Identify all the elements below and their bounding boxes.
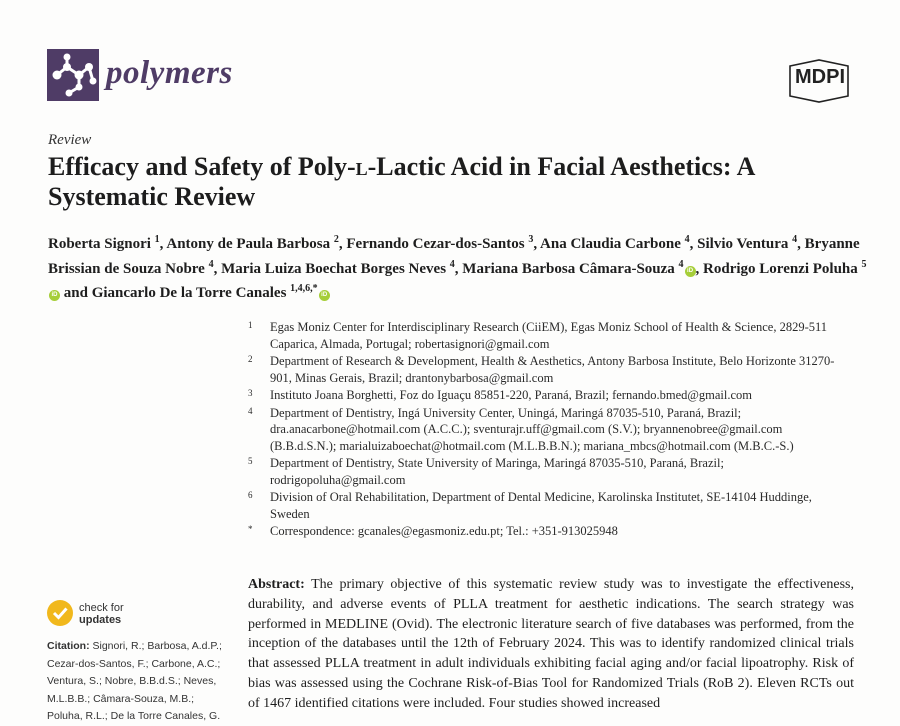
affiliation-number: 6 <box>248 490 253 500</box>
author <box>166 236 342 252</box>
orcid-icon[interactable]: iD <box>319 290 330 301</box>
author-separator: , <box>338 236 343 252</box>
affiliation-text: Instituto Joana Borghetti, Foz do Iguaçu 85851-220, Paraná, Brazil; fernando.bmed@gmail.com <box>270 388 753 402</box>
journal-header <box>0 0 900 120</box>
author-separator: , <box>159 236 164 252</box>
author-separator: , <box>689 236 694 252</box>
affiliation-text: Division of Oral Rehabilitation, Department of Dental Medicine, Karolinska Institutet, SE-14104 Huddinge, Sweden <box>270 490 812 521</box>
affiliation-text: Egas Moniz Center for Interdisciplinary Research (CiiEM), Egas Moniz School of Health & Science, 2829-511 Caparica, Almada, Portugal; robertasignori@gmail.com <box>270 320 828 351</box>
article-type: Review <box>48 132 92 148</box>
check-for-label: check for <box>79 602 124 614</box>
author-name: Giancarlo De la Torre Canales <box>91 285 287 301</box>
affiliation-text: Department of Dentistry, Ingá University Center, Uningá, Maringá 87035-510, Paraná, Brazil; dra.anacarbone@hotmail.com (A.C.C.); sventurajr.uff@gmail.com (S.V.); bryannenobree@gmail.com (B.B.d.S.N.); marialuizaboechat@hotmail.com (M.L.B.B.N.); mariana_mbcs@hotmail.com (M.B.C.-S.) <box>270 405 794 453</box>
affiliation-number: 4 <box>248 405 253 416</box>
check-for-updates-badge[interactable] <box>47 600 157 630</box>
author-affiliation-ref: 5 <box>861 258 867 270</box>
author-list <box>48 230 878 304</box>
citation-block <box>47 638 227 726</box>
affiliation-list <box>248 319 848 541</box>
affiliation-text: Department of Dentistry, State University of Maringa, Maringá 87035-510, Paraná, Brazil; rodrigopoluha@gmail.com <box>270 456 724 487</box>
abstract-text: The primary objective of this systematic review study was to investigate the effectiveness, durability, and adverse events of PLLA treatment for aesthetic indications. The search strategy was performed in MEDLINE (Ovid). The electronic literature search of five databases was performed, from the inception of the databases until the 12th of February 2024. This was to identify randomized clinical trials that assessed PLLA treatment in adult individuals exhibiting facial aging and/or facial lipoatrophy. Risk of bias was assessed using the Cochrane Risk-of-Bias Tool for Randomized Trials (RoB 2). Eleven RCTs out of 1467 identified citations were included. Four studies showed increased <box>248 577 854 711</box>
affiliation-number: 5 <box>248 456 253 466</box>
affiliation-item <box>248 489 848 522</box>
author-separator: , <box>454 260 459 277</box>
citation-text: Signori, R.; Barbosa, A.d.P.; Cezar-dos-Santos, F.; Carbone, A.C.; Ventura, S.; Nobre, B.B.d.S.; Neves, M.L.B.B.; Câmara-Souza, M.B.; Poluha, R.L.; De la Torre Canales, G. <box>47 640 222 722</box>
author <box>92 285 330 301</box>
author-affiliation-ref: 1 <box>154 234 160 245</box>
polymer-molecule-icon <box>47 49 99 101</box>
author-separator: , <box>797 236 801 252</box>
orcid-icon[interactable]: iD <box>49 290 60 301</box>
abstract-label: Abstract: <box>248 577 305 592</box>
orcid-icon[interactable]: iD <box>685 266 696 277</box>
affiliation-item <box>248 319 848 352</box>
affiliation-item <box>248 523 848 540</box>
author-separator: , <box>213 260 218 277</box>
publisher-name: MDPI <box>795 66 845 88</box>
author-name: Fernando Cezar-dos-Santos <box>346 236 525 252</box>
affiliation-text: Department of Research & Development, Health & Aesthetics, Antony Barbosa Institute, Belo Horizonte 31270-901, Minas Gerais, Brazil; drantonybarbosa@gmail.com <box>270 354 835 385</box>
updates-label: updates <box>79 614 122 626</box>
author <box>540 236 693 252</box>
author-name: Bryanne Brissian de Souza Nobre <box>48 236 860 277</box>
affiliation-item <box>248 387 848 404</box>
journal-name: polymers <box>106 55 233 91</box>
author-affiliation-ref: 3 <box>528 234 534 245</box>
affiliation-number: 1 <box>248 320 253 330</box>
affiliation-number: 3 <box>248 388 253 398</box>
author-name: Silvio Ventura <box>697 236 789 252</box>
affiliation-item <box>248 405 848 455</box>
affiliation-number: * <box>248 524 253 534</box>
author-affiliation-ref: 1,4,6,* <box>290 283 318 294</box>
author-separator: and <box>60 285 88 301</box>
abstract <box>248 575 854 714</box>
author-affiliation-ref: 4 <box>678 258 684 270</box>
author-name: Maria Luiza Boechat Borges Neves <box>221 260 447 277</box>
author <box>221 258 459 277</box>
author <box>462 258 700 277</box>
author-affiliation-ref: 4 <box>684 234 690 245</box>
check-mark-icon <box>47 600 73 626</box>
author-name: Antony de Paula Barbosa <box>166 236 331 252</box>
author-affiliation-ref: 4 <box>449 258 455 270</box>
author-separator: , <box>695 260 700 277</box>
author-separator: , <box>533 236 538 252</box>
author-affiliation-ref: 2 <box>333 234 339 245</box>
article-title: Efficacy and Safety of Poly-l-Lactic Acid in Facial Aesthetics: A Systematic Review <box>48 152 754 211</box>
author-affiliation-ref: 4 <box>792 234 798 245</box>
author <box>346 236 537 252</box>
affiliation-item <box>248 455 848 488</box>
author-name: Roberta Signori <box>48 236 151 252</box>
affiliation-text: Correspondence: gcanales@egasmoniz.edu.pt; Tel.: +351-913025948 <box>270 524 618 538</box>
author <box>48 236 163 252</box>
author-name: Mariana Barbosa Câmara-Souza <box>462 260 675 277</box>
author <box>697 236 801 252</box>
affiliation-item <box>248 353 848 386</box>
author-affiliation-ref: 4 <box>208 258 214 270</box>
citation-label: Citation: <box>47 640 90 652</box>
affiliation-number: 2 <box>248 354 253 364</box>
author-name: Rodrigo Lorenzi Poluha <box>703 260 858 277</box>
author-name: Ana Claudia Carbone <box>540 236 681 252</box>
